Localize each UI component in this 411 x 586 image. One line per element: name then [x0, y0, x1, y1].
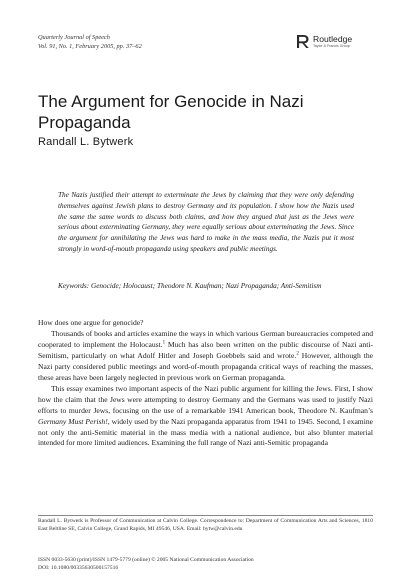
journal-header: [38, 34, 142, 51]
publisher-logo: [296, 33, 376, 53]
doi-line: DOI: 10.1080/00335630500157516: [38, 564, 119, 571]
publication-info: [38, 557, 373, 572]
routledge-logo-icon: [296, 33, 310, 49]
author-note: Randall L. Bytwerk is Professor of Communication at Calvin College. Correspondence to: Department of Communication Arts and Sciences, 1810 East Beltline SE, Calvin College, Grand Rapids, MI 49546, USA. Email: bytw@calvin.edu: [38, 518, 373, 532]
footnote-ref[interactable]: 2: [296, 351, 299, 357]
body-text-span: This essay examines two important aspects of the Nazi public argument for killing the Jews. First, I show how the claim that the Jews were attempting to destroy Germany and the Germans was used to justify Nazi efforts to murder Jews, focusing on the use of a remarkable 1941 American book, Theodore N. Kaufman’s: [38, 383, 373, 415]
article-body: [38, 318, 373, 449]
article-author: Randall L. Bytwerk: [38, 136, 134, 148]
book-title: Germany Must Perish!: [38, 416, 108, 426]
body-paragraph: [38, 384, 373, 450]
abstract: The Nazis justified their attempt to exterminate the Jews by claiming that they were only defending themselves against Jewish plans to destroy Germany and its population. I show how the Nazis used the same the same words to discuss both claims, and how they argued that just as the Jews were serious about exterminating Germany, they were equally serious about exterminating the Jews. Since the argument for annihilating the Jews was hard to make in the mass media, the Nazis put it most strongly in word-of-mouth propaganda using speakers and public meetings.: [58, 191, 354, 253]
journal-name: Quarterly Journal of Speech: [38, 34, 110, 41]
footnote-ref[interactable]: 1: [162, 340, 166, 346]
body-text-span: Much has also been written on the public discourse of Nazi anti-Semitism, particularly on what Adolf Hitler and Joseph Goebbels said and wrote.: [38, 339, 373, 360]
body-paragraph: [38, 329, 373, 384]
publisher-name: Routledge: [313, 34, 353, 44]
journal-citation: Vol. 91, No. 1, February 2005, pp. 37–62: [38, 42, 142, 50]
body-text-span: However, although the Nazi party considered public meetings and word-of-mouth propaganda critical ways of reaching the masses, these areas have been largely neglected in previous work on German propaganda.: [38, 350, 373, 382]
keywords: Keywords: Genocide; Holocaust; Theodore N. Kaufman; Nazi Propaganda; Anti-Semitism: [58, 282, 322, 290]
issn-line: ISSN 0033-5630 (print)/ISSN 1479-5779 (online) © 2005 National Communication Association: [38, 557, 254, 563]
article-title: The Argument for Genocide in Nazi Propaganda: [38, 92, 304, 132]
body-paragraph: How does one argue for genocide?: [38, 318, 144, 327]
publisher-tagline: Taylor & Francis Group: [313, 44, 350, 48]
footnote-divider: [38, 515, 373, 516]
body-text-span: , widely used by the Nazi propaganda apparatus from 1941 to 1945. Second, I examine not only the anti-Semitic material in the mass media with a national audience, but also blunter material intended for more limited audiences. Examining the full range of Nazi anti-Semitic propaganda: [38, 416, 373, 448]
body-text-span: Thousands of books and articles examine the ways in which various German bureaucracies competed and cooperated to implement the Holocaust.: [38, 328, 373, 349]
